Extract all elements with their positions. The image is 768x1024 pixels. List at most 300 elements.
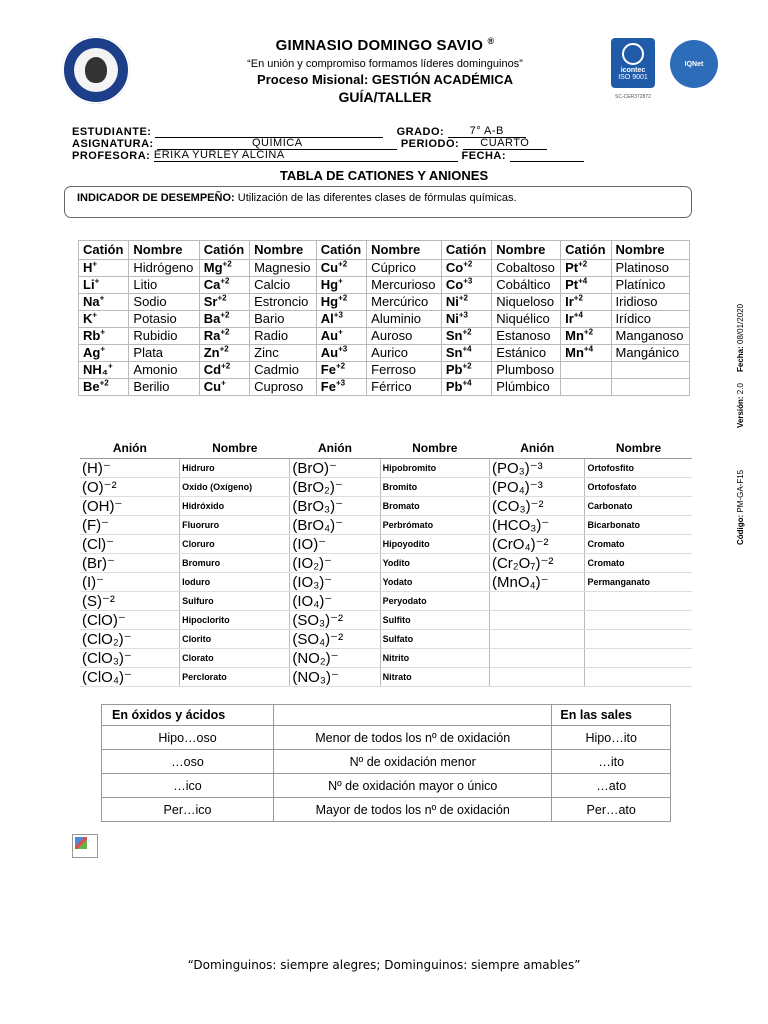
anion-name: Clorito (180, 630, 290, 649)
subject-line: ASIGNATURA: QUIMICA PERIODO: CUARTO (72, 137, 547, 150)
name-header: Nombre (380, 438, 489, 459)
cation-formula: Rb (83, 328, 101, 343)
anion-formula: (Cl)⁻ (80, 535, 180, 554)
nomenclature-header: En óxidos y ácidos (102, 705, 274, 726)
cation-name: Mercúrico (367, 294, 442, 311)
cation-charge: +4 (462, 378, 472, 388)
anion-name: Fluoruro (180, 516, 290, 535)
cation-formula: Cu (320, 260, 339, 275)
anion-formula: (CrO₄)⁻² (489, 535, 585, 554)
iqnet-logo: IQNet (670, 40, 718, 88)
table-row (80, 554, 692, 573)
anion-name: Sulfuro (180, 592, 290, 611)
anion-formula: (SO₃)⁻² (290, 611, 380, 630)
anion-header: Anión (80, 438, 180, 459)
cation-charge: +2 (221, 361, 231, 371)
cation-symbol (316, 294, 366, 311)
cation-name: Niquélico (492, 311, 561, 328)
oxide-acid-prefix: …oso (102, 750, 274, 774)
cation-name: Platinoso (611, 260, 689, 277)
name-header: Nombre (585, 438, 692, 459)
teacher-field[interactable]: ERIKA YURLEY ALCINA (154, 149, 458, 162)
table-row (80, 478, 692, 497)
anion-formula: (I)⁻ (80, 573, 180, 592)
anion-formula: (ClO₄)⁻ (80, 668, 180, 687)
anion-name: Perbrómato (380, 516, 489, 535)
cation-symbol (561, 277, 611, 294)
school-motto: “En unión y compromiso formamos líderes dominguinos” (247, 58, 523, 70)
oxide-acid-prefix: …ico (102, 774, 274, 798)
cation-symbol (79, 277, 129, 294)
cation-symbol (316, 362, 366, 379)
anion-name: Hidróxido (180, 497, 290, 516)
anion-formula: (O)⁻² (80, 478, 180, 497)
nomenclature-header: En las sales (552, 705, 671, 726)
cation-formula: Ir (565, 294, 574, 309)
cation-formula: Sn (445, 345, 463, 360)
table-row (79, 277, 690, 294)
cation-formula: Sn (445, 328, 463, 343)
cation-symbol (79, 311, 129, 328)
anion-formula: (BrO₃)⁻ (290, 497, 380, 516)
cation-formula: Na (83, 294, 100, 309)
subject-field[interactable]: QUIMICA (157, 137, 397, 150)
cation-name: Estánico (492, 345, 561, 362)
anion-formula: (BrO₄)⁻ (290, 516, 380, 535)
cation-symbol (79, 379, 129, 396)
cation-name: Amonio (129, 362, 199, 379)
anion-formula: (ClO)⁻ (80, 611, 180, 630)
cation-name: Rubidio (129, 328, 199, 345)
cation-charge: + (338, 327, 343, 337)
cation-name: Berilio (129, 379, 199, 396)
cation-charge: +4 (583, 344, 594, 354)
cation-symbol (79, 294, 129, 311)
cation-symbol (79, 328, 129, 345)
cation-charge: +2 (573, 293, 583, 303)
cation-formula: Pt (565, 277, 579, 292)
cation-name: Zinc (250, 345, 317, 362)
salt-suffix: …ito (552, 750, 671, 774)
cation-charge: +2 (219, 344, 229, 354)
cation-symbol (441, 379, 491, 396)
anion-name (585, 611, 692, 630)
anion-name: Cromato (585, 554, 692, 573)
date-field[interactable] (510, 149, 584, 162)
anion-formula: (MnO₄)⁻ (489, 573, 585, 592)
cation-name: Calcio (250, 277, 317, 294)
anion-formula: (IO₄)⁻ (290, 592, 380, 611)
cation-symbol (316, 260, 366, 277)
cation-formula: Au (320, 345, 339, 360)
anion-name: Cloruro (180, 535, 290, 554)
anion-name: Bromuro (180, 554, 290, 573)
anion-formula: (Cr₂O₇)⁻² (489, 554, 585, 573)
cation-formula: Ag (83, 345, 101, 360)
table-row (102, 726, 671, 750)
cation-formula: Co (445, 260, 464, 275)
cation-name: Plúmbico (492, 379, 561, 396)
oxidation-rule: Nº de oxidación mayor o único (274, 774, 552, 798)
table-row (80, 573, 692, 592)
cation-symbol (199, 328, 249, 345)
anion-name: Hipobromito (380, 459, 489, 478)
cation-charge: +2 (458, 293, 468, 303)
table-row (80, 611, 692, 630)
table-row (80, 516, 692, 535)
cation-charge: +3 (463, 276, 473, 286)
table-row (102, 798, 671, 822)
period-field[interactable]: CUARTO (463, 137, 547, 150)
cation-charge: +2 (338, 259, 348, 269)
anion-name: Ortofosfato (585, 478, 692, 497)
cation-name: Hidrógeno (129, 260, 199, 277)
cation-symbol (561, 260, 611, 277)
cation-formula: Fe (320, 362, 336, 377)
cation-formula: Mn (565, 345, 584, 360)
cation-charge: + (94, 276, 100, 286)
cation-formula: Cu (203, 379, 222, 394)
indicator-label: INDICADOR DE DESEMPEÑO: (77, 192, 235, 204)
anion-name: Hipoyodito (380, 535, 489, 554)
anion-name: Cromato (585, 535, 692, 554)
cation-formula: Sr (203, 294, 218, 309)
anion-header: Anión (290, 438, 380, 459)
anion-formula: (H)⁻ (80, 459, 180, 478)
cation-charge: +2 (222, 259, 232, 269)
cation-name: Aluminio (367, 311, 442, 328)
anion-name: Peryodato (380, 592, 489, 611)
cation-name (611, 362, 689, 379)
cation-formula: Cd (203, 362, 222, 377)
cation-symbol (199, 260, 249, 277)
table-row (102, 774, 671, 798)
oxidation-rule: Nº de oxidación menor (274, 750, 552, 774)
cation-name: Aurico (367, 345, 442, 362)
anion-name: Oxido (Oxígeno) (180, 478, 290, 497)
salt-suffix: Hipo…ito (552, 726, 671, 750)
cation-formula: Ra (203, 328, 221, 343)
cation-symbol (316, 345, 366, 362)
cation-name: Irídico (611, 311, 689, 328)
cation-symbol (441, 362, 491, 379)
cation-charge: +2 (578, 259, 588, 269)
cation-header: Catión (441, 241, 491, 260)
oxide-acid-prefix: Per…ico (102, 798, 274, 822)
cation-formula: Fe (320, 379, 336, 394)
anion-name: Sulfito (380, 611, 489, 630)
anion-formula: (SO₄)⁻² (290, 630, 380, 649)
document-type: GUÍA/TALLER (338, 89, 432, 105)
table-row (79, 311, 690, 328)
anion-name (585, 630, 692, 649)
teacher-line: PROFESORA: ERIKA YURLEY ALCINA FECHA: (72, 149, 584, 162)
cation-symbol (199, 311, 249, 328)
cation-charge: + (338, 276, 343, 286)
table-row (80, 535, 692, 554)
anion-name: Bicarbonato (585, 516, 692, 535)
cert-code: SC-CER372872 (615, 94, 651, 100)
cation-name: Niqueloso (492, 294, 561, 311)
cation-formula: Au (320, 328, 339, 343)
anion-formula: (IO₃)⁻ (290, 573, 380, 592)
student-line: ESTUDIANTE: GRADO: 7° A-B (72, 125, 526, 138)
table-row (80, 649, 692, 668)
anion-name: Nitrito (380, 649, 489, 668)
school-name: GIMNASIO DOMINGO SAVIO ® (275, 36, 495, 54)
anion-formula (489, 649, 585, 668)
cation-symbol (199, 277, 249, 294)
cation-charge: +2 (463, 259, 473, 269)
oxidation-rule: Menor de todos los nº de oxidación (274, 726, 552, 750)
anion-name (585, 592, 692, 611)
cation-charge: +2 (335, 361, 346, 371)
anion-name: Perclorato (180, 668, 290, 687)
cation-name: Cuproso (250, 379, 317, 396)
anion-formula (489, 630, 585, 649)
salt-suffix: …ato (552, 774, 671, 798)
anion-formula: (S)⁻² (80, 592, 180, 611)
anion-name: Bromito (380, 478, 489, 497)
cation-symbol (199, 362, 249, 379)
cation-symbol (561, 345, 611, 362)
nomenclature-header (274, 705, 552, 726)
cation-charge: + (107, 361, 113, 371)
cation-symbol (441, 260, 491, 277)
cation-name: Estanoso (492, 328, 561, 345)
table-row (80, 668, 692, 687)
table-row (79, 362, 690, 379)
anion-formula: (BrO₂)⁻ (290, 478, 380, 497)
oxidation-rule: Mayor de todos los nº de oxidación (274, 798, 552, 822)
cation-charge: + (92, 310, 98, 320)
cation-symbol (79, 362, 129, 379)
cation-symbol (199, 345, 249, 362)
anion-formula: (OH)⁻ (80, 497, 180, 516)
cation-formula: Be (83, 379, 100, 394)
cation-name (611, 379, 689, 396)
indicator-box (64, 186, 692, 218)
cation-charge: +3 (335, 378, 346, 388)
anion-formula (489, 611, 585, 630)
cation-charge: + (221, 378, 226, 388)
cation-name: Radio (250, 328, 317, 345)
cation-name: Cúprico (367, 260, 442, 277)
nomenclature-table (101, 704, 671, 822)
cation-charge: +4 (462, 344, 472, 354)
anion-formula: (BrO)⁻ (290, 459, 380, 478)
indicator-text: Utilización de las diferentes clases de fórmulas químicas. (237, 192, 517, 204)
cation-charge: +2 (583, 327, 594, 337)
name-header: Nombre (367, 241, 442, 260)
cation-formula: Ir (565, 311, 574, 326)
oxide-acid-prefix: Hipo…oso (102, 726, 274, 750)
fecha-text: Fecha: 08/01/2020 (736, 303, 745, 372)
anion-formula: (HCO₃)⁻ (489, 516, 585, 535)
cation-name: Mangánico (611, 345, 689, 362)
cation-name: Mercurioso (367, 277, 442, 294)
cation-symbol (316, 277, 366, 294)
table-row (79, 379, 690, 396)
cations-table (78, 240, 690, 396)
cation-symbol (561, 362, 611, 379)
cation-formula: Hg (320, 294, 339, 309)
version-text: Versión: 2.0 (736, 383, 745, 428)
cation-formula: Ca (203, 277, 221, 292)
anion-name: Ortofosfito (585, 459, 692, 478)
anion-name (585, 649, 692, 668)
cation-header: Catión (199, 241, 249, 260)
footer-slogan: “Dominguinos: siempre alegres; Dominguinos: siempre amables” (187, 958, 581, 972)
grade-field[interactable]: 7° A-B (448, 125, 526, 138)
cation-symbol (561, 311, 611, 328)
anion-name: Sulfato (380, 630, 489, 649)
cation-formula: NH₄ (83, 362, 108, 377)
cation-name: Sodio (129, 294, 199, 311)
cation-name: Plumboso (492, 362, 561, 379)
cation-header: Catión (561, 241, 611, 260)
table-row (79, 294, 690, 311)
cation-name: Bario (250, 311, 317, 328)
anion-name: Yodato (380, 573, 489, 592)
cation-name: Platínico (611, 277, 689, 294)
cation-name: Cobáltico (492, 277, 561, 294)
cation-symbol (561, 294, 611, 311)
cation-formula: H (83, 260, 93, 275)
cation-charge: +3 (333, 310, 343, 320)
cation-name: Potasio (129, 311, 199, 328)
table-row (79, 260, 690, 277)
cation-charge: + (99, 293, 105, 303)
cation-formula: Pb (445, 362, 463, 377)
cation-symbol (441, 345, 491, 362)
cation-name: Férrico (367, 379, 442, 396)
anion-name: Carbonato (585, 497, 692, 516)
anion-formula: (IO)⁻ (290, 535, 380, 554)
anion-name: Hidruro (180, 459, 290, 478)
anion-formula: (CO₃)⁻² (489, 497, 585, 516)
anion-name: Bromato (380, 497, 489, 516)
cation-charge: +2 (99, 378, 109, 388)
cation-formula: Ba (203, 311, 221, 326)
cation-name: Estroncio (250, 294, 317, 311)
cation-header: Catión (79, 241, 129, 260)
name-header: Nombre (180, 438, 290, 459)
cation-name: Plata (129, 345, 199, 362)
name-header: Nombre (611, 241, 689, 260)
anion-name: Yodito (380, 554, 489, 573)
cation-charge: +4 (573, 310, 583, 320)
anion-formula: (Br)⁻ (80, 554, 180, 573)
cation-formula: Mg (203, 260, 223, 275)
table-row (80, 630, 692, 649)
cation-symbol (441, 311, 491, 328)
cation-formula: Li (83, 277, 95, 292)
cation-symbol (316, 311, 366, 328)
table-row (102, 750, 671, 774)
cation-symbol (316, 379, 366, 396)
school-logo (62, 36, 130, 104)
anion-formula (489, 592, 585, 611)
cation-formula: Ni (445, 311, 459, 326)
anion-formula (489, 668, 585, 687)
cation-symbol (441, 277, 491, 294)
name-header: Nombre (129, 241, 199, 260)
anion-name: Clorato (180, 649, 290, 668)
cation-formula: Pb (445, 379, 463, 394)
cation-formula: K (83, 311, 93, 326)
cation-formula: Hg (320, 277, 339, 292)
anion-formula: (F)⁻ (80, 516, 180, 535)
cation-formula: Zn (203, 345, 220, 360)
cation-formula: Ni (445, 294, 459, 309)
side-metadata (720, 300, 750, 550)
cation-charge: +2 (220, 276, 230, 286)
cation-symbol (561, 379, 611, 396)
cation-symbol (316, 328, 366, 345)
cation-symbol (199, 294, 249, 311)
anion-name: Ioduro (180, 573, 290, 592)
anion-formula: (ClO₃)⁻ (80, 649, 180, 668)
table-row (79, 345, 690, 362)
cation-formula: Al (320, 311, 334, 326)
cation-name: Litio (129, 277, 199, 294)
cation-symbol (79, 260, 129, 277)
table-row (80, 497, 692, 516)
name-header: Nombre (492, 241, 561, 260)
page-title: TABLA DE CATIONES Y ANIONES (279, 168, 489, 183)
process-title: Proceso Misional: GESTIÓN ACADÉMICA (257, 72, 513, 87)
cation-charge: + (100, 344, 106, 354)
cation-charge: + (92, 259, 98, 269)
cation-charge: +2 (462, 361, 472, 371)
cation-name: Cobaltoso (492, 260, 561, 277)
anion-name: Nitrato (380, 668, 489, 687)
cation-charge: +3 (458, 310, 468, 320)
cation-symbol (79, 345, 129, 362)
broken-image-icon (72, 834, 98, 858)
anion-formula: (NO₂)⁻ (290, 649, 380, 668)
cation-charge: +2 (217, 293, 227, 303)
cation-charge: +3 (338, 344, 348, 354)
cation-formula: Co (445, 277, 464, 292)
cation-name: Cadmio (250, 362, 317, 379)
anion-name (585, 668, 692, 687)
cation-charge: +4 (578, 276, 588, 286)
anion-name: Permanganato (585, 573, 692, 592)
anion-formula: (PO₃)⁻³ (489, 459, 585, 478)
cation-header: Catión (316, 241, 366, 260)
cation-name: Manganoso (611, 328, 689, 345)
cation-symbol (441, 294, 491, 311)
cation-charge: +2 (462, 327, 472, 337)
anion-name: Hipoclorito (180, 611, 290, 630)
anions-table (80, 438, 692, 687)
cation-charge: +2 (220, 310, 230, 320)
cation-name: Iridioso (611, 294, 689, 311)
cation-charge: +2 (338, 293, 348, 303)
cation-charge: + (100, 327, 106, 337)
school-header (140, 36, 630, 105)
anion-formula: (PO₄)⁻³ (489, 478, 585, 497)
cation-formula: Mn (565, 328, 584, 343)
cation-charge: +2 (220, 327, 230, 337)
cation-name: Ferroso (367, 362, 442, 379)
cation-name: Magnesio (250, 260, 317, 277)
anion-formula: (NO₃)⁻ (290, 668, 380, 687)
cation-name: Auroso (367, 328, 442, 345)
cation-symbol (199, 379, 249, 396)
